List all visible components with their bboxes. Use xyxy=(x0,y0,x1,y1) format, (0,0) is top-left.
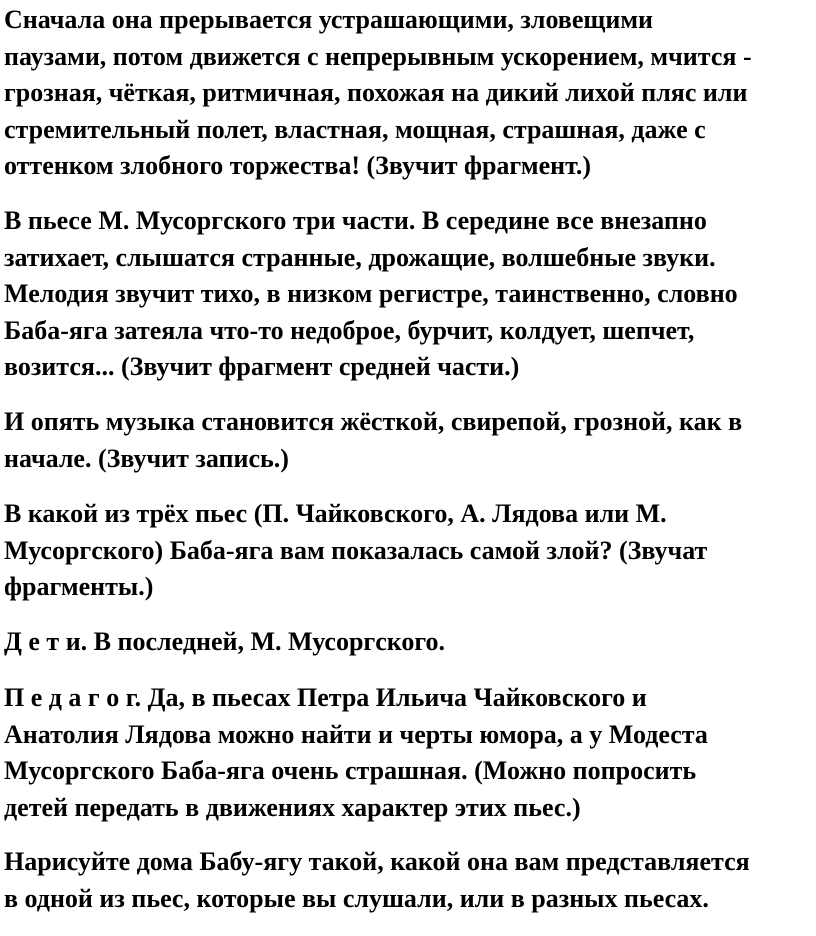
text-line: Д е т и. В последней, М. Мусоргского. xyxy=(4,627,446,656)
paragraph-teacher-remark xyxy=(4,680,814,826)
text-line: стремительный полет, властная, мощная, страшная, даже с xyxy=(4,114,706,144)
paragraph-music-again xyxy=(4,404,814,477)
text-line: грозная, чёткая, ритмичная, похожая на дикий лихой пляс или xyxy=(4,78,748,107)
text-line: Нарисуйте дома Бабу-ягу такой, какой она вам представляется xyxy=(4,847,750,876)
text-line: Анатолия Лядова можно найти и черты юмора, а у Модеста xyxy=(4,719,708,749)
text-line: Мусоргского Баба-яга очень страшная. (Можно попросить xyxy=(4,756,697,785)
paragraph-description-beginning xyxy=(4,2,814,185)
text-line: Мелодия звучит тихо, в низком регистре, таинственно, словно xyxy=(4,279,738,308)
text-line: затихает, слышатся странные, дрожащие, волшебные звуки. xyxy=(4,242,716,272)
text-line: в одной из пьес, которые вы слушали, или в разных пьесах. xyxy=(4,883,709,913)
text-line: П е д а г о г. Да, в пьесах Петра Ильича Чайковского и xyxy=(4,683,647,712)
text-line: В пьесе М. Мусоргского три части. В середине все внезапно xyxy=(4,206,707,235)
text-line: И опять музыка становится жёсткой, свирепой, грозной, как в xyxy=(4,407,743,436)
text-line: паузами, потом движется с непрерывным ускорением, мчится - xyxy=(4,41,752,71)
paragraph-children-answer xyxy=(4,624,814,661)
paragraph-three-parts xyxy=(4,203,814,386)
paragraph-homework xyxy=(4,844,814,917)
text-line: фрагменты.) xyxy=(4,572,154,601)
text-line: Баба-яга затеяла что-то недоброе, бурчит, колдует, шепчет, xyxy=(4,315,695,345)
document-page xyxy=(4,0,814,936)
text-line: оттенком злобного торжества! (Звучит фрагмент.) xyxy=(4,151,592,180)
text-line: начале. (Звучит запись.) xyxy=(4,443,289,473)
text-line: возится... (Звучит фрагмент средней части.) xyxy=(4,352,520,381)
text-line: Мусоргского) Баба-яга вам показалась самой злой? (Звучат xyxy=(4,535,708,565)
text-line: детей передать в движениях характер этих пьес.) xyxy=(4,792,581,822)
paragraph-question xyxy=(4,496,814,606)
text-line: В какой из трёх пьес (П. Чайковского, А. Лядова или М. xyxy=(4,499,667,528)
text-line: Сначала она прерывается устрашающими, зловещими xyxy=(4,5,654,34)
